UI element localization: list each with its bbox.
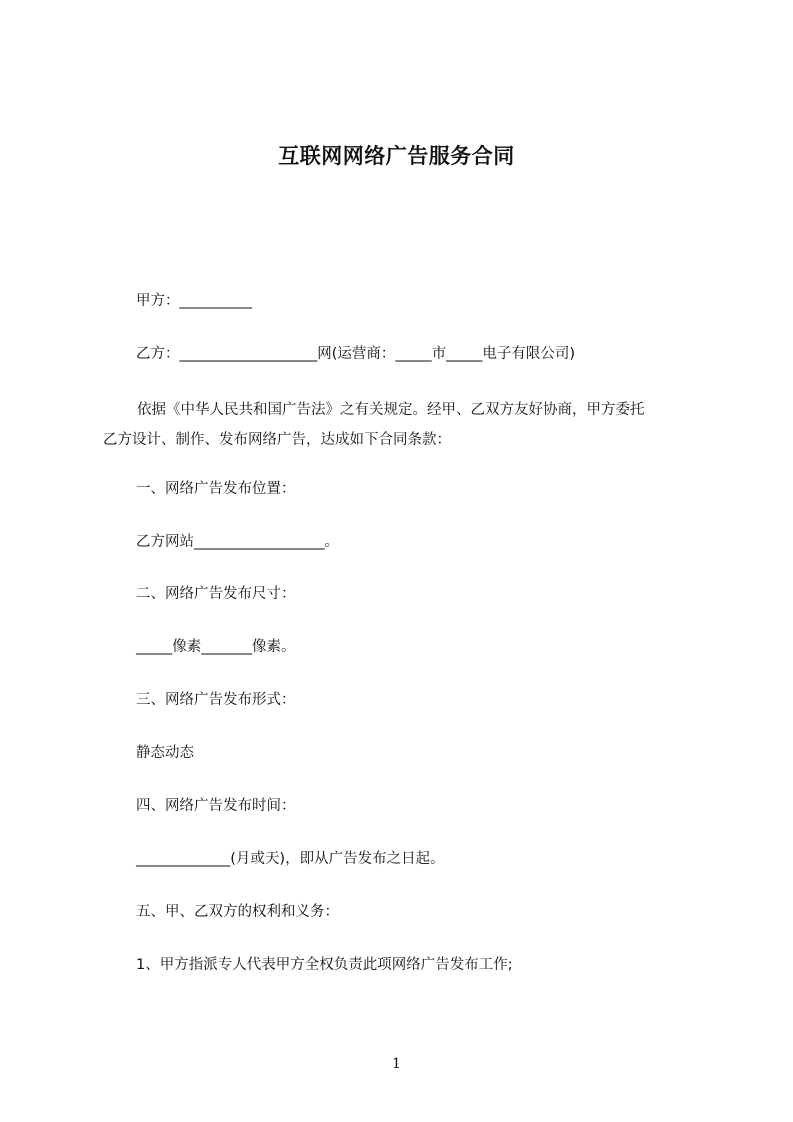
page-number: 1: [392, 1056, 401, 1072]
document-title: 互联网网络广告服务合同: [278, 144, 515, 168]
preamble-line-1: 依据《中华人民共和国广告法》之有关规定。经甲、乙双方友好协商，甲方委托: [137, 402, 645, 418]
section-3-body: 静态动态: [136, 745, 194, 761]
preamble-line-2: 乙方设计、制作、发布网络广告，达成如下合同条款：: [103, 432, 451, 448]
section-4-body: _____________(月或天)，即从广告发布之日起。: [136, 851, 445, 867]
section-1-heading: 一、网络广告发布位置：: [136, 481, 296, 497]
section-4-heading: 四、网络广告发布时间：: [136, 798, 296, 814]
section-5-item-1: 1、甲方指派专人代表甲方全权负责此项网络广告发布工作;: [136, 957, 513, 973]
section-1-body: 乙方网站__________________。: [136, 534, 339, 550]
party-b-line: 乙方：___________________网(运营商：_____市_____电子有限公司): [136, 346, 576, 362]
preamble-paragraph: [103, 395, 703, 455]
section-3-heading: 三、网络广告发布形式：: [136, 692, 296, 708]
section-2-body: _____像素_______像素。: [136, 639, 296, 655]
party-a-line: 甲方：__________: [136, 293, 252, 309]
section-2-heading: 二、网络广告发布尺寸：: [136, 586, 296, 602]
section-5-heading: 五、甲、乙双方的权利和义务：: [136, 904, 339, 920]
